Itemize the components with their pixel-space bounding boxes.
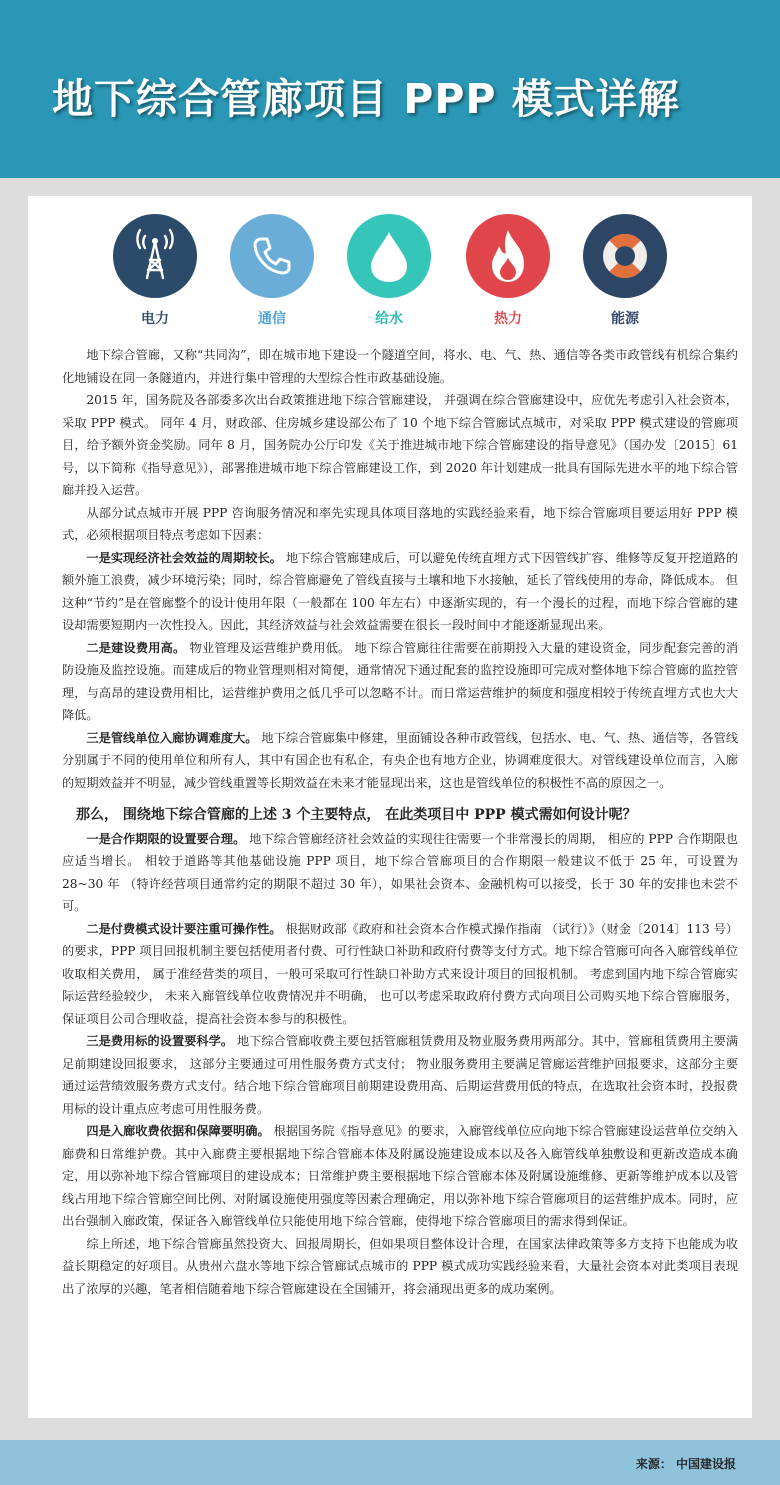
design-3-heading: 三是费用标的设置要科学。: [86, 1034, 234, 1048]
design-4-text: 根据国务院《指导意见》的要求，入廊管线单位应向地下综合管廊建设运营单位交纳入廊费和日常维护费。其中入廊费主要根据地下综合管廊本体及附属设施建设成本以及各入廊管线单独敷设和更新改造成本确定，用以弥补地下综合管廊项目的建设成本；日常维护费主要根据地下综合管廊本体及附属设施维修、更新等维护成本以及管线占用地下综合管廊空间比例、对附属设施使用强度等因素合理确定，用以弥补地下综合管廊项目的运营维护成本。同时，应出台强制入廊政策，保证各入廊管线单位只能使用地下综合管廊，使得地下综合管廊项目的需求得到保证。: [62, 1124, 739, 1228]
factor-2-text: 物业管理及运营维护费用低。 地下综合管廊往往需要在前期投入大量的建设资金，同步配套完善的消防设施及监控设施。而建成后的物业管理则相对简便，通常情况下通过配套的监控设施即可完成对整体地下综合管廊的监控管理，与高昂的建设费用相比，运营维护费用之低几乎可以忽略不计。而日常运营维护的频度和强度相较于传统直埋方式也大大降低。: [62, 640, 739, 722]
factor-3-text: 地下综合管廊集中修建，里面铺设各种市政管线，包括水、电、气、热、通信等，各管线分别属于不同的使用单位和所有人，其中有国企也有私企，有央企也有地方企业，协调难度很大。对管线建设单位而言，入廊的短期效益并不明显，减少管线重置等长期效益在未来才能显现出来，这也是管线单位的积极性不高的原因之一。: [62, 730, 739, 790]
design-1-heading: 一是合作期限的设置要合理。: [86, 831, 246, 846]
icon-label-power: 电力: [141, 311, 169, 327]
phone-icon: [230, 214, 314, 298]
power-tower-icon: [113, 214, 197, 298]
factor-2-heading: 二是建设费用高。: [86, 640, 186, 655]
paragraph-factors: 从部分试点城市开展 PPP 咨询服务情况和率先实现具体项目落地的实践经验来看，地下综合管廊项目要运用好 PPP 模式，必须根据项目特点考虑如下因素：: [62, 505, 738, 542]
footer-bar: [0, 1440, 780, 1485]
paragraph-design-4: [62, 1120, 738, 1233]
article-body: [62, 344, 738, 1300]
design-2-heading: 二是付费模式设计要注重可操作性。: [86, 921, 282, 936]
icon-label-heat: 热力: [494, 311, 522, 327]
header-banner: [0, 0, 780, 178]
icon-label-water: 给水: [375, 311, 403, 327]
factor-3-heading: 三是管线单位入廊协调难度大。: [86, 730, 258, 745]
icon-label-energy: 能源: [611, 311, 639, 327]
icon-label-telecom: 通信: [258, 311, 286, 327]
icon-item-water: [344, 214, 434, 328]
design-4-heading: 四是入廊收费依据和保障要明确。: [86, 1124, 270, 1138]
paragraph-conclusion: 综上所述，地下综合管廊虽然投资大、回报周期长，但如果项目整体设计合理，在国家法律政策等多方支持下也能成为收益长期稳定的好项目。从贵州六盘水等地下综合管廊试点城市的 PPP 模式成功实践经验来看，大量社会资本对此类项目表现出了浓厚的兴趣，笔者相信随着地下综合管廊建设在全国铺开，将会涌现出更多的成功案例。: [62, 1236, 738, 1296]
water-drop-icon: [347, 214, 431, 298]
icon-item-heat: [463, 214, 553, 328]
icon-item-power: [110, 214, 200, 328]
paragraph-intro: 地下综合管廊，又称“共同沟”，即在城市地下建设一个隧道空间，将水、电、气、热、通信等各类市政管线有机综合集约化地铺设在同一条隧道内，并进行集中管理的大型综合性市政基础设施。: [62, 348, 738, 385]
section-question: 那么， 围绕地下综合管廊的上述 3 个主要特点， 在此类项目中 PPP 模式需如何设计呢？: [76, 807, 637, 823]
source-credit: 来源： 中国建设报: [635, 1457, 736, 1471]
utility-icons-row: [0, 214, 780, 334]
design-3-text: 地下综合管廊收费主要包括管廊租赁费用及物业服务费用两部分。其中，管廊租赁费用主要满足前期建设回报要求， 这部分主要通过可用性服务费方式支付； 物业服务费用主要满足管廊运营维护回报要求，这部分主要通过运营绩效服务费方式支付。结合地下综合管廊项目前期建设费用高、后期运营费用低的特点，在选取社会资本时，投报费用标的设计重点应考虑可用性服务费。: [62, 1034, 739, 1116]
paragraph-factor-1: [62, 547, 738, 637]
paragraph-design-1: [62, 828, 738, 918]
factor-1-text: 地下综合管廊建成后，可以避免传统直埋方式下因管线扩容、维修等反复开挖道路的额外施工浪费，减少环境污染；同时，综合管廊避免了管线直接与土壤和地下水接触，延长了管线使用的寿命，降低成本。 但这种“节约”是在管廊整个的设计使用年限（一般都在 100 年左右）中逐渐实现的，有一个漫长的过程，而地下综合管廊的建设却需要短期内一次性投入。因此，其经济效益与社会效益需要在很长一段时间中才能逐渐显现出来。: [62, 550, 739, 632]
paragraph-factor-3: [62, 727, 738, 795]
paragraph-policy: 2015 年，国务院及各部委多次出台政策推进地下综合管廊建设， 并强调在综合管廊建设中，应优先考虑引入社会资本，采取 PPP 模式。 同年 4 月，财政部、住房城乡建设部公布了 10 个地下综合管廊试点城市，对采取 PPP 模式建设的管廊项目，给予额外资金奖励。同年 8 月，国务院办公厅印发《关于推进城市地下综合管廊建设的指导意见》（国办发〔2015〕61 号，以下简称《指导意见》），部署推进城市地下综合管廊建设工作，到 2020 年计划建成一批具有国际先进水平的地下综合管廊并投入运营。: [62, 393, 738, 497]
icon-item-energy: [580, 214, 670, 328]
paragraph-design-2: [62, 918, 738, 1031]
page-title: 地下综合管廊项目 PPP 模式详解: [52, 75, 680, 123]
life-ring-icon: [583, 214, 667, 298]
factor-1-heading: 一是实现经济社会效益的周期较长。: [86, 550, 282, 565]
design-2-text: 根据财政部《政府和社会资本合作模式操作指南 （试行）》（财金〔2014〕113 号）的要求，PPP 项目回报机制主要包括使用者付费、可行性缺口补助和政府付费等支付方式。地下综合管廊可向各入廊管线单位收取相关费用， 属于准经营类的项目，一般可采取可行性缺口补助方式来设计项目的回报机制。 考虑到国内地下综合管廊实际运营经验较少， 未来入廊管线单位收费情况并不明确， 也可以考虑采取政府付费方式向项目公司购买地下综合管廊服务，保证项目公司合理收益，提高社会资本参与的积极性。: [62, 921, 739, 1026]
paragraph-factor-2: [62, 637, 738, 727]
design-1-text: 地下综合管廊经济社会效益的实现往往需要一个非常漫长的周期， 相应的 PPP 合作期限也应适当增长。 相较于道路等其他基础设施 PPP 项目，地下综合管廊项目的合作期限一般建议不低于 25 年，可设置为 28~30 年 （特许经营项目通常约定的期限不超过 30 年），如果社会资本、金融机构可以接受，长于 30 年的安排也未尝不可。: [62, 831, 738, 913]
paragraph-design-3: [62, 1030, 738, 1120]
flame-icon: [466, 214, 550, 298]
icon-item-telecom: [227, 214, 317, 328]
